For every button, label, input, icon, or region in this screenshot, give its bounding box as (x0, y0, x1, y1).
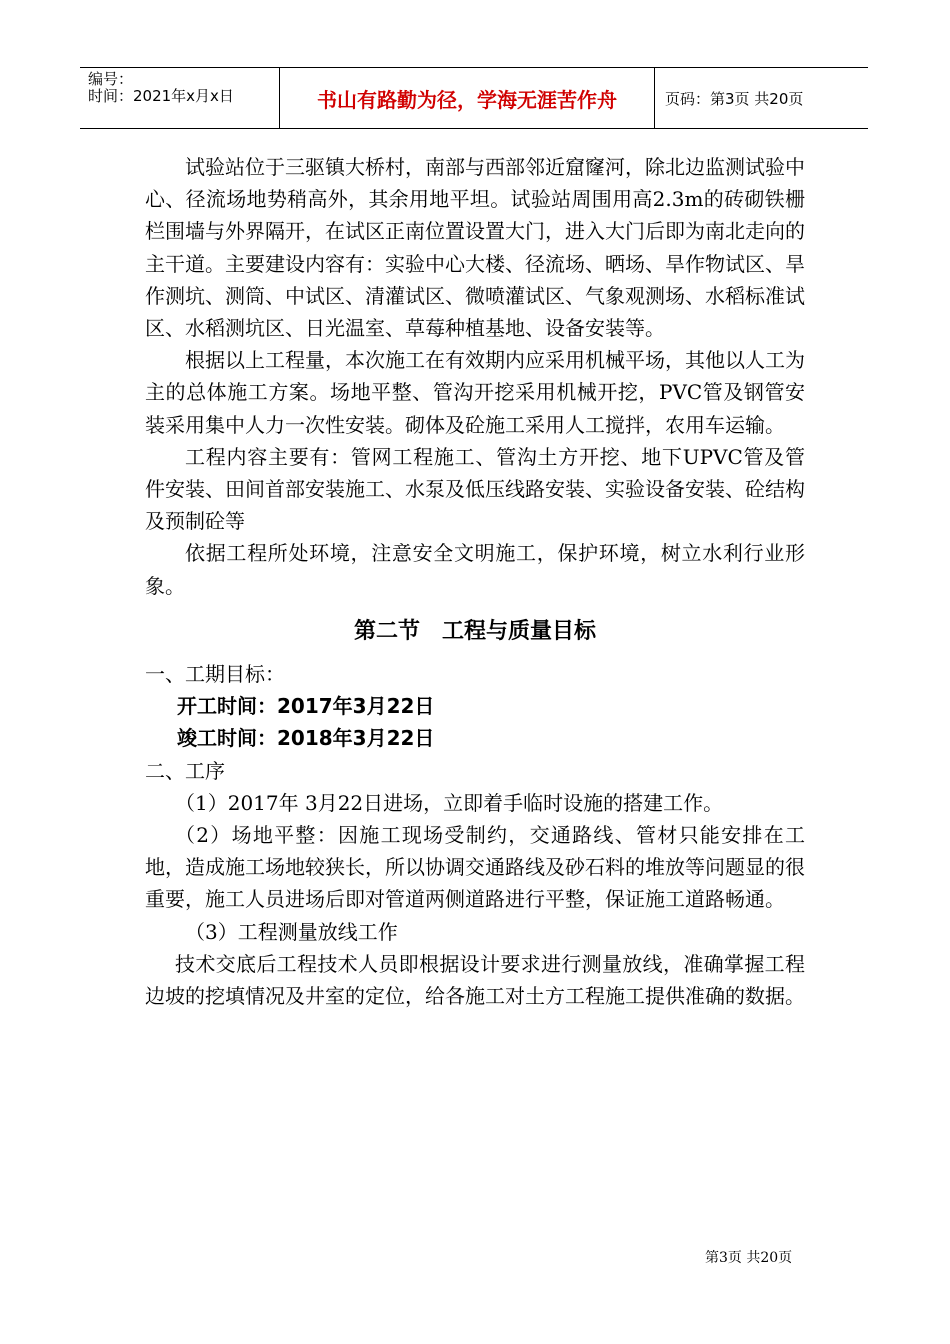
heading-schedule-goal: 一、工期目标： (145, 662, 285, 687)
heading-process: 二、工序 (145, 758, 225, 783)
process-step-2: （2）场地平整：因施工现场受制约，交通路线、管材只能安排在工地，造成施工场地较狭长，所以协调交通路线及砂石料的堆放等问题显的很重要，施工人员进场后即对管道两侧道路进行平整，保证施工道路畅通。 (145, 823, 805, 912)
page-footer: 第3页 共20页 (705, 1250, 793, 1266)
process-step-3-detail: 技术交底后工程技术人员即根据设计要求进行测量放线，准确掌握工程边坡的挖填情况及井室的定位，给各施工对土方工程施工提供准确的数据。 (145, 951, 805, 1009)
header-page-label: 页码：第3页 共20页 (665, 89, 804, 108)
paragraph-construction-plan: 根据以上工程量，本次施工在有效期内应采用机械平场，其他以人工为主的总体施工方案。场地平整、管沟开挖采用机械开挖，PVC管及钢管安装采用集中人力一次性安装。砌体及砼施工采用人工搅拌，农用车运输。 (145, 348, 805, 437)
header-motto: 书山有路勤为径，学海无涯苦作舟 (280, 68, 655, 128)
page-header (80, 67, 868, 129)
start-time: 开工时间：2017年3月22日 (177, 694, 435, 719)
paragraph-work-content: 工程内容主要有：管网工程施工、管沟土方开挖、地下UPVC管及管件安装、田间首部安装施工、水泵及低压线路安装、实验设备安装、砼结构及预制砼等 (145, 444, 805, 534)
time-label: 时间：2021年x月x日 (88, 87, 234, 105)
process-step-3: （3）工程测量放线工作 (185, 919, 398, 944)
paragraph-site-description: 试验站位于三驱镇大桥村，南部与西部邻近窟窿河，除北边监测试验中心、径流场地势稍高外，其余用地平坦。试验站周围用高2.3m的砖砌铁栅栏围墙与外界隔开，在试区正南位置设置大门，进入大门后即为南北走向的主干道。主要建设内容有：实验中心大楼、径流场、晒场、旱作物试区、旱作测坑、测筒、中试区、清灌试区、微喷灌试区、气象观测场、水稻标准试区、水稻测坑区、日光温室、草莓种植基地、设备安装等。 (145, 155, 805, 341)
section-title: 第二节 工程与质量目标 (353, 618, 596, 644)
number-label: 编号： (88, 70, 134, 88)
header-meta (80, 68, 280, 128)
end-time: 竣工时间：2018年3月22日 (177, 726, 435, 751)
document-body (145, 151, 805, 1012)
paragraph-safety: 依据工程所处环境，注意安全文明施工，保护环境，树立水利行业形象。 (145, 541, 805, 598)
process-step-1: （1）2017年 3月22日进场，立即着手临时设施的搭建工作。 (175, 790, 724, 815)
